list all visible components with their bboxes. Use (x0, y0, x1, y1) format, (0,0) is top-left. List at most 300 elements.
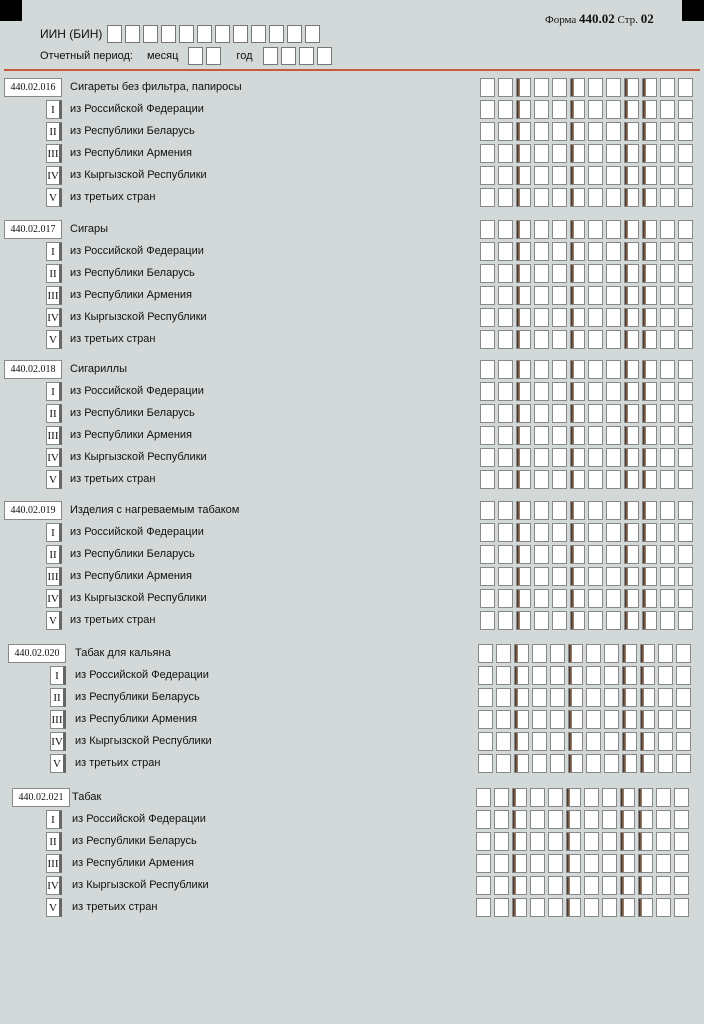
value-cell[interactable] (606, 611, 621, 630)
value-cell[interactable] (498, 220, 513, 239)
value-cell[interactable] (642, 501, 657, 520)
value-cell[interactable] (606, 242, 621, 261)
value-cell[interactable] (642, 330, 657, 349)
value-cell[interactable] (660, 382, 675, 401)
value-cell[interactable] (606, 286, 621, 305)
value-cell[interactable] (606, 545, 621, 564)
value-cell[interactable] (606, 589, 621, 608)
value-cell[interactable] (586, 754, 601, 773)
value-cell[interactable] (604, 644, 619, 663)
value-cell[interactable] (570, 188, 585, 207)
value-cell[interactable] (480, 286, 495, 305)
value-cell[interactable] (552, 404, 567, 423)
value-cell[interactable] (656, 854, 671, 873)
value-cell[interactable] (478, 732, 493, 751)
value-cell[interactable] (494, 854, 509, 873)
value-cell[interactable] (660, 426, 675, 445)
value-cell[interactable] (516, 426, 531, 445)
value-cell[interactable] (624, 220, 639, 239)
value-cell[interactable] (624, 589, 639, 608)
value-cell[interactable] (602, 854, 617, 873)
value-cell[interactable] (552, 382, 567, 401)
value-cell[interactable] (534, 144, 549, 163)
iin-digit-box[interactable] (143, 25, 158, 43)
value-cell[interactable] (480, 382, 495, 401)
value-cell[interactable] (658, 710, 673, 729)
value-cell[interactable] (678, 589, 693, 608)
value-cell[interactable] (514, 754, 529, 773)
value-cell[interactable] (498, 308, 513, 327)
value-cell[interactable] (566, 854, 581, 873)
value-cell[interactable] (602, 788, 617, 807)
value-cell[interactable] (588, 144, 603, 163)
iin-field[interactable] (107, 25, 323, 43)
value-cell[interactable] (480, 501, 495, 520)
value-cell[interactable] (498, 523, 513, 542)
value-cell[interactable] (656, 832, 671, 851)
value-cell[interactable] (588, 122, 603, 141)
value-cell[interactable] (584, 832, 599, 851)
value-cell[interactable] (606, 567, 621, 586)
value-cell[interactable] (550, 710, 565, 729)
value-cell[interactable] (678, 330, 693, 349)
value-cell[interactable] (588, 382, 603, 401)
value-cell[interactable] (660, 589, 675, 608)
value-cell[interactable] (534, 545, 549, 564)
value-cell[interactable] (530, 788, 545, 807)
value-cell[interactable] (602, 832, 617, 851)
value-cell[interactable] (552, 501, 567, 520)
value-cell[interactable] (678, 264, 693, 283)
value-cell[interactable] (496, 732, 511, 751)
value-cell[interactable] (530, 898, 545, 917)
value-cell[interactable] (588, 523, 603, 542)
value-cell[interactable] (660, 264, 675, 283)
year-digit-box[interactable] (281, 47, 296, 65)
value-cell[interactable] (586, 644, 601, 663)
value-cell[interactable] (548, 854, 563, 873)
value-cell[interactable] (498, 382, 513, 401)
value-cell[interactable] (534, 330, 549, 349)
value-cell[interactable] (642, 188, 657, 207)
value-cell[interactable] (476, 810, 491, 829)
value-cell[interactable] (622, 754, 637, 773)
value-cell[interactable] (548, 832, 563, 851)
value-cell[interactable] (642, 144, 657, 163)
value-cell[interactable] (498, 404, 513, 423)
value-cell[interactable] (516, 220, 531, 239)
value-cell[interactable] (606, 122, 621, 141)
value-cell[interactable] (640, 754, 655, 773)
value-cell[interactable] (532, 666, 547, 685)
value-cell[interactable] (494, 832, 509, 851)
value-cell[interactable] (552, 166, 567, 185)
value-cell[interactable] (534, 242, 549, 261)
value-cell[interactable] (570, 360, 585, 379)
value-cell[interactable] (640, 644, 655, 663)
value-cell[interactable] (658, 644, 673, 663)
value-cell[interactable] (480, 426, 495, 445)
value-cell[interactable] (642, 286, 657, 305)
value-cell[interactable] (480, 144, 495, 163)
value-cell[interactable] (622, 688, 637, 707)
value-cell[interactable] (660, 611, 675, 630)
value-cell[interactable] (676, 688, 691, 707)
value-cell[interactable] (678, 188, 693, 207)
value-cell[interactable] (586, 710, 601, 729)
value-cell[interactable] (570, 166, 585, 185)
value-cell[interactable] (624, 308, 639, 327)
value-cell[interactable] (606, 382, 621, 401)
value-cell[interactable] (638, 788, 653, 807)
value-cell[interactable] (624, 242, 639, 261)
value-cell[interactable] (642, 242, 657, 261)
value-cell[interactable] (548, 898, 563, 917)
value-cell[interactable] (604, 710, 619, 729)
value-cell[interactable] (480, 589, 495, 608)
value-cell[interactable] (642, 404, 657, 423)
value-cell[interactable] (678, 242, 693, 261)
value-cell[interactable] (624, 501, 639, 520)
value-cell[interactable] (552, 308, 567, 327)
value-cell[interactable] (624, 188, 639, 207)
value-cell[interactable] (588, 100, 603, 119)
value-cell[interactable] (498, 567, 513, 586)
year-digit-box[interactable] (263, 47, 278, 65)
value-cell[interactable] (642, 523, 657, 542)
value-cell[interactable] (588, 78, 603, 97)
value-cell[interactable] (606, 470, 621, 489)
value-cell[interactable] (480, 545, 495, 564)
value-cell[interactable] (566, 876, 581, 895)
value-cell[interactable] (624, 426, 639, 445)
value-cell[interactable] (552, 589, 567, 608)
value-cell[interactable] (588, 501, 603, 520)
value-cell[interactable] (606, 188, 621, 207)
value-cell[interactable] (498, 286, 513, 305)
value-cell[interactable] (588, 448, 603, 467)
value-cell[interactable] (568, 710, 583, 729)
value-cell[interactable] (624, 567, 639, 586)
value-cell[interactable] (516, 308, 531, 327)
value-cell[interactable] (552, 470, 567, 489)
value-cell[interactable] (552, 286, 567, 305)
value-cell[interactable] (678, 567, 693, 586)
value-cell[interactable] (678, 166, 693, 185)
value-cell[interactable] (642, 589, 657, 608)
value-cell[interactable] (624, 264, 639, 283)
value-cell[interactable] (516, 360, 531, 379)
value-cell[interactable] (494, 876, 509, 895)
value-cell[interactable] (588, 330, 603, 349)
value-cell[interactable] (624, 545, 639, 564)
value-cell[interactable] (674, 876, 689, 895)
value-cell[interactable] (476, 788, 491, 807)
value-cell[interactable] (498, 188, 513, 207)
value-cell[interactable] (534, 78, 549, 97)
value-cell[interactable] (570, 589, 585, 608)
value-cell[interactable] (552, 545, 567, 564)
value-cell[interactable] (568, 732, 583, 751)
value-cell[interactable] (622, 666, 637, 685)
value-cell[interactable] (642, 220, 657, 239)
value-cell[interactable] (640, 666, 655, 685)
value-cell[interactable] (570, 78, 585, 97)
value-cell[interactable] (530, 854, 545, 873)
value-cell[interactable] (570, 523, 585, 542)
value-cell[interactable] (552, 144, 567, 163)
iin-digit-box[interactable] (305, 25, 320, 43)
value-cell[interactable] (566, 788, 581, 807)
value-cell[interactable] (532, 688, 547, 707)
value-cell[interactable] (480, 330, 495, 349)
value-cell[interactable] (678, 360, 693, 379)
value-cell[interactable] (516, 144, 531, 163)
value-cell[interactable] (534, 501, 549, 520)
value-cell[interactable] (660, 100, 675, 119)
value-cell[interactable] (660, 144, 675, 163)
value-cell[interactable] (602, 898, 617, 917)
value-cell[interactable] (550, 688, 565, 707)
value-cell[interactable] (588, 308, 603, 327)
value-cell[interactable] (514, 710, 529, 729)
value-cell[interactable] (534, 166, 549, 185)
value-cell[interactable] (622, 732, 637, 751)
value-cell[interactable] (496, 688, 511, 707)
value-cell[interactable] (678, 426, 693, 445)
value-cell[interactable] (678, 404, 693, 423)
value-cell[interactable] (568, 666, 583, 685)
value-cell[interactable] (534, 286, 549, 305)
value-cell[interactable] (552, 426, 567, 445)
value-cell[interactable] (586, 732, 601, 751)
value-cell[interactable] (532, 644, 547, 663)
value-cell[interactable] (642, 308, 657, 327)
value-cell[interactable] (534, 426, 549, 445)
value-cell[interactable] (534, 220, 549, 239)
value-cell[interactable] (570, 122, 585, 141)
value-cell[interactable] (516, 448, 531, 467)
value-cell[interactable] (678, 448, 693, 467)
value-cell[interactable] (530, 832, 545, 851)
value-cell[interactable] (606, 78, 621, 97)
value-cell[interactable] (640, 710, 655, 729)
value-cell[interactable] (624, 144, 639, 163)
value-cell[interactable] (550, 666, 565, 685)
value-cell[interactable] (588, 589, 603, 608)
value-cell[interactable] (638, 810, 653, 829)
value-cell[interactable] (638, 854, 653, 873)
value-cell[interactable] (624, 523, 639, 542)
value-cell[interactable] (604, 688, 619, 707)
value-cell[interactable] (498, 360, 513, 379)
iin-digit-box[interactable] (125, 25, 140, 43)
value-cell[interactable] (620, 898, 635, 917)
value-cell[interactable] (606, 523, 621, 542)
value-cell[interactable] (534, 360, 549, 379)
value-cell[interactable] (660, 308, 675, 327)
value-cell[interactable] (624, 166, 639, 185)
value-cell[interactable] (606, 404, 621, 423)
value-cell[interactable] (566, 832, 581, 851)
value-cell[interactable] (530, 876, 545, 895)
value-cell[interactable] (480, 264, 495, 283)
value-cell[interactable] (604, 666, 619, 685)
value-cell[interactable] (512, 898, 527, 917)
value-cell[interactable] (588, 360, 603, 379)
value-cell[interactable] (588, 404, 603, 423)
value-cell[interactable] (568, 754, 583, 773)
value-cell[interactable] (566, 898, 581, 917)
value-cell[interactable] (642, 166, 657, 185)
value-cell[interactable] (514, 666, 529, 685)
value-cell[interactable] (552, 122, 567, 141)
value-cell[interactable] (658, 666, 673, 685)
value-cell[interactable] (532, 710, 547, 729)
value-cell[interactable] (676, 666, 691, 685)
value-cell[interactable] (478, 666, 493, 685)
value-cell[interactable] (498, 166, 513, 185)
value-cell[interactable] (550, 732, 565, 751)
value-cell[interactable] (480, 567, 495, 586)
value-cell[interactable] (478, 754, 493, 773)
value-cell[interactable] (588, 166, 603, 185)
value-cell[interactable] (516, 166, 531, 185)
value-cell[interactable] (498, 545, 513, 564)
value-cell[interactable] (570, 470, 585, 489)
value-cell[interactable] (552, 448, 567, 467)
value-cell[interactable] (548, 876, 563, 895)
value-cell[interactable] (588, 188, 603, 207)
value-cell[interactable] (532, 754, 547, 773)
value-cell[interactable] (588, 545, 603, 564)
value-cell[interactable] (660, 166, 675, 185)
value-cell[interactable] (678, 501, 693, 520)
value-cell[interactable] (656, 898, 671, 917)
value-cell[interactable] (550, 754, 565, 773)
value-cell[interactable] (552, 360, 567, 379)
value-cell[interactable] (514, 644, 529, 663)
value-cell[interactable] (512, 810, 527, 829)
month-digit-box[interactable] (206, 47, 221, 65)
value-cell[interactable] (552, 567, 567, 586)
value-cell[interactable] (534, 264, 549, 283)
value-cell[interactable] (534, 523, 549, 542)
value-cell[interactable] (570, 286, 585, 305)
value-cell[interactable] (638, 898, 653, 917)
value-cell[interactable] (534, 448, 549, 467)
value-cell[interactable] (534, 404, 549, 423)
value-cell[interactable] (478, 644, 493, 663)
value-cell[interactable] (570, 264, 585, 283)
value-cell[interactable] (496, 754, 511, 773)
value-cell[interactable] (480, 404, 495, 423)
value-cell[interactable] (642, 100, 657, 119)
value-cell[interactable] (678, 144, 693, 163)
value-cell[interactable] (584, 854, 599, 873)
value-cell[interactable] (570, 501, 585, 520)
month-digit-box[interactable] (188, 47, 203, 65)
value-cell[interactable] (570, 100, 585, 119)
value-cell[interactable] (570, 220, 585, 239)
value-cell[interactable] (678, 611, 693, 630)
value-cell[interactable] (498, 448, 513, 467)
value-cell[interactable] (534, 308, 549, 327)
value-cell[interactable] (674, 788, 689, 807)
value-cell[interactable] (570, 144, 585, 163)
value-cell[interactable] (642, 382, 657, 401)
year-digit-box[interactable] (317, 47, 332, 65)
value-cell[interactable] (640, 688, 655, 707)
value-cell[interactable] (498, 426, 513, 445)
value-cell[interactable] (570, 308, 585, 327)
value-cell[interactable] (498, 78, 513, 97)
value-cell[interactable] (642, 448, 657, 467)
value-cell[interactable] (498, 100, 513, 119)
value-cell[interactable] (584, 876, 599, 895)
value-cell[interactable] (570, 448, 585, 467)
value-cell[interactable] (552, 100, 567, 119)
value-cell[interactable] (570, 426, 585, 445)
value-cell[interactable] (620, 788, 635, 807)
value-cell[interactable] (624, 122, 639, 141)
value-cell[interactable] (658, 688, 673, 707)
value-cell[interactable] (606, 100, 621, 119)
value-cell[interactable] (624, 330, 639, 349)
value-cell[interactable] (642, 426, 657, 445)
value-cell[interactable] (588, 220, 603, 239)
value-cell[interactable] (570, 567, 585, 586)
iin-digit-box[interactable] (179, 25, 194, 43)
value-cell[interactable] (588, 611, 603, 630)
value-cell[interactable] (516, 404, 531, 423)
value-cell[interactable] (678, 220, 693, 239)
value-cell[interactable] (606, 144, 621, 163)
value-cell[interactable] (624, 382, 639, 401)
value-cell[interactable] (642, 122, 657, 141)
value-cell[interactable] (660, 242, 675, 261)
value-cell[interactable] (552, 78, 567, 97)
value-cell[interactable] (642, 567, 657, 586)
value-cell[interactable] (498, 589, 513, 608)
value-cell[interactable] (498, 242, 513, 261)
iin-digit-box[interactable] (287, 25, 302, 43)
value-cell[interactable] (480, 360, 495, 379)
value-cell[interactable] (480, 220, 495, 239)
value-cell[interactable] (660, 122, 675, 141)
value-cell[interactable] (534, 611, 549, 630)
value-cell[interactable] (512, 876, 527, 895)
value-cell[interactable] (674, 854, 689, 873)
value-cell[interactable] (624, 448, 639, 467)
value-cell[interactable] (642, 545, 657, 564)
value-cell[interactable] (498, 264, 513, 283)
value-cell[interactable] (494, 898, 509, 917)
value-cell[interactable] (534, 589, 549, 608)
value-cell[interactable] (638, 832, 653, 851)
iin-digit-box[interactable] (107, 25, 122, 43)
value-cell[interactable] (480, 188, 495, 207)
value-cell[interactable] (642, 78, 657, 97)
value-cell[interactable] (606, 360, 621, 379)
value-cell[interactable] (642, 360, 657, 379)
value-cell[interactable] (516, 523, 531, 542)
value-cell[interactable] (530, 810, 545, 829)
month-field[interactable] (188, 47, 224, 65)
iin-digit-box[interactable] (197, 25, 212, 43)
value-cell[interactable] (660, 545, 675, 564)
value-cell[interactable] (620, 854, 635, 873)
